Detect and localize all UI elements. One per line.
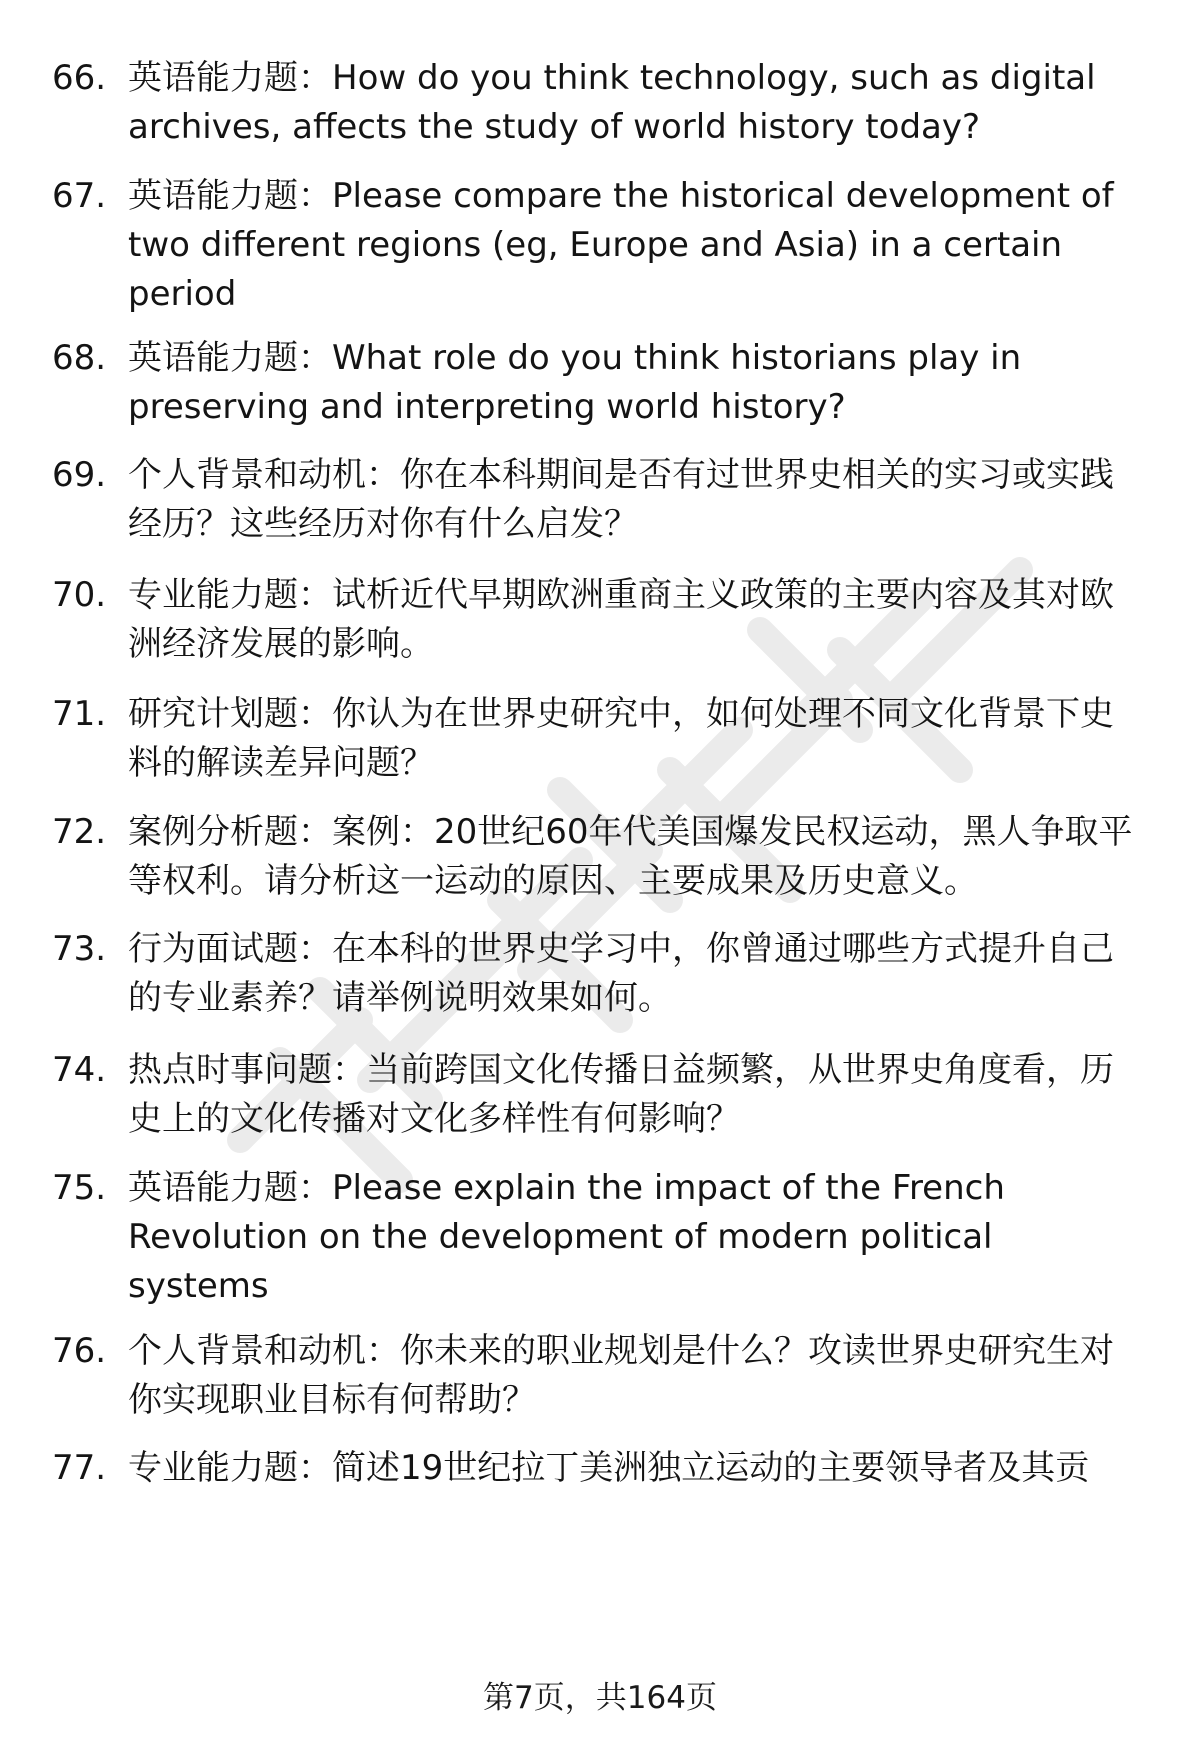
question-number: 69. <box>52 455 107 495</box>
question-category: 英语能力题： <box>128 58 332 98</box>
question-text <box>128 925 1143 1023</box>
question-text <box>128 571 1143 669</box>
question-body: How do you think technology, such as digital archives, affects the study of world history today? <box>128 58 1096 147</box>
question-number: 67. <box>52 176 107 216</box>
question-body: 在本科的世界史学习中，你曾通过哪些方式提升自己的专业素养？请举例说明效果如何。 <box>128 929 1114 1018</box>
question-category: 行为面试题： <box>128 929 332 969</box>
question-category: 热点时事问题： <box>128 1050 366 1090</box>
question-number: 73. <box>52 929 107 969</box>
question-number: 77. <box>52 1448 107 1488</box>
question-category: 个人背景和动机： <box>128 455 400 495</box>
question-body: 你在本科期间是否有过世界史相关的实习或实践经历？这些经历对你有什么启发？ <box>128 455 1114 544</box>
question-text <box>128 690 1143 788</box>
question-category: 研究计划题： <box>128 694 332 734</box>
question-number: 70. <box>52 575 107 615</box>
question-category: 英语能力题： <box>128 1168 332 1208</box>
question-body: What role do you think historians play in preserving and interpreting world history? <box>128 338 1022 427</box>
question-text <box>128 172 1143 319</box>
question-number: 74. <box>52 1050 107 1090</box>
question-category: 个人背景和动机： <box>128 1331 400 1371</box>
question-text <box>128 451 1143 549</box>
question-text <box>128 54 1143 152</box>
question-category: 英语能力题： <box>128 338 332 378</box>
question-text <box>128 1164 1143 1311</box>
question-text <box>128 1444 1143 1493</box>
question-category: 英语能力题： <box>128 176 332 216</box>
question-number: 71. <box>52 694 107 734</box>
question-text <box>128 1327 1143 1425</box>
question-number: 66. <box>52 58 107 98</box>
question-body: 你认为在世界史研究中，如何处理不同文化背景下史料的解读差异问题？ <box>128 694 1114 783</box>
question-body: 简述19世纪拉丁美洲独立运动的主要领导者及其贡 <box>332 1448 1090 1488</box>
question-number: 72. <box>52 812 107 852</box>
question-body: 试析近代早期欧洲重商主义政策的主要内容及其对欧洲经济发展的影响。 <box>128 575 1114 664</box>
question-body: Please explain the impact of the French Revolution on the development of modern political systems <box>128 1168 1005 1306</box>
question-body: 当前跨国文化传播日益频繁，从世界史角度看，历史上的文化传播对文化多样性有何影响？ <box>128 1050 1114 1139</box>
page-footer <box>0 1678 1200 1718</box>
question-category: 专业能力题： <box>128 1448 332 1488</box>
question-body: 你未来的职业规划是什么？攻读世界史研究生对你实现职业目标有何帮助？ <box>128 1331 1114 1420</box>
question-text <box>128 1046 1143 1144</box>
page-number-label: 第7页，共164页 <box>483 1680 717 1716</box>
question-number: 68. <box>52 338 107 378</box>
question-number: 75. <box>52 1168 107 1208</box>
question-text <box>128 808 1143 906</box>
question-body: Please compare the historical development of two different regions (eg, Europe and Asia) in a certain period <box>128 176 1114 314</box>
question-body: 案例：20世纪60年代美国爆发民权运动，黑人争取平等权利。请分析这一运动的原因、主要成果及历史意义。 <box>128 812 1133 901</box>
question-text <box>128 334 1143 432</box>
question-number: 76. <box>52 1331 107 1371</box>
question-category: 专业能力题： <box>128 575 332 615</box>
question-category: 案例分析题： <box>128 812 332 852</box>
